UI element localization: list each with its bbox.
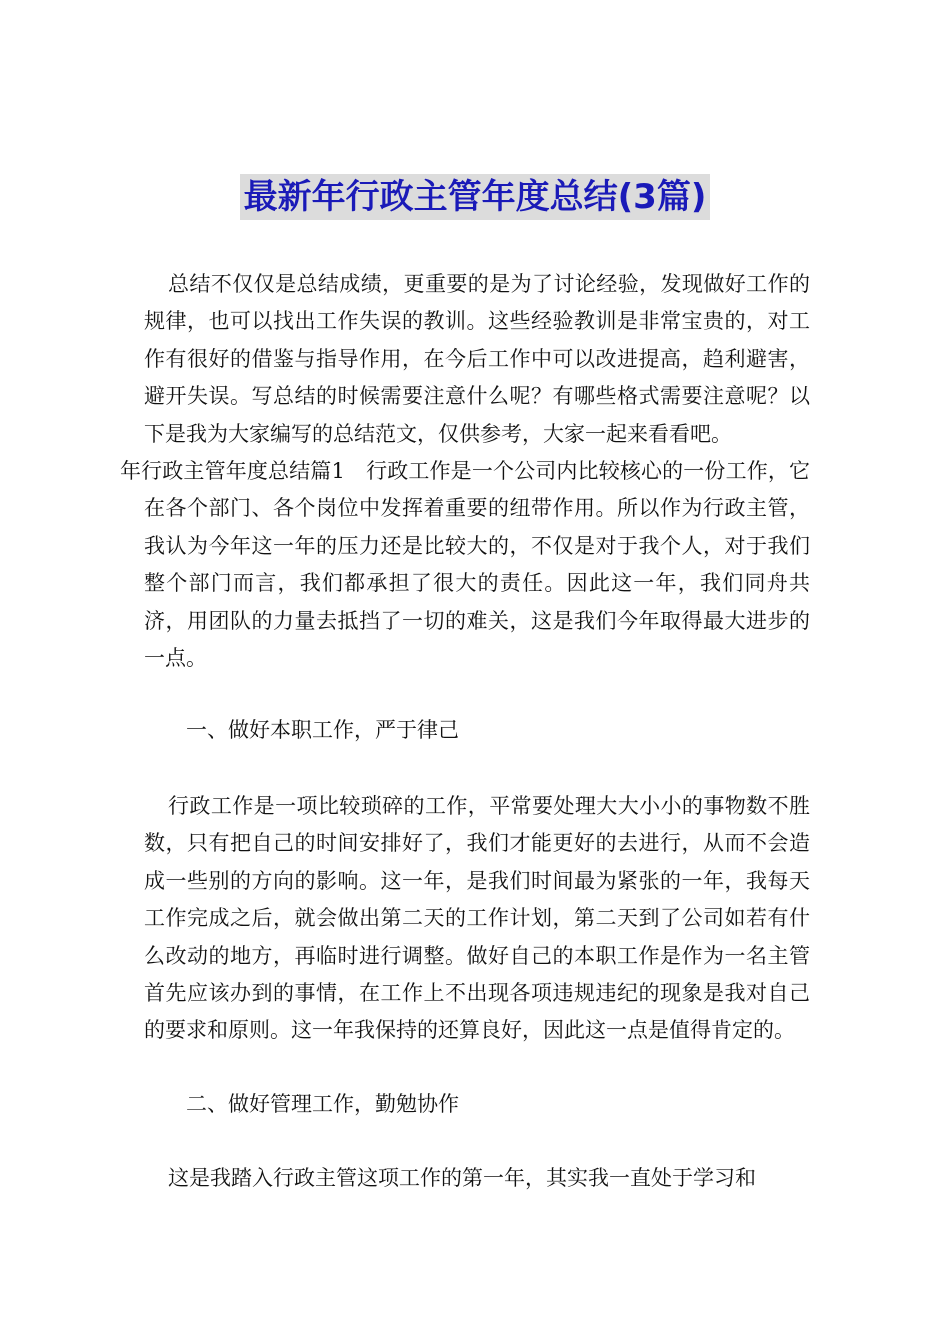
paragraph-3: 这是我踏入行政主管这项工作的第一年，其实我一直处于学习和 (168, 1166, 756, 1190)
intro-paragraph: 总结不仅仅是总结成绩，更重要的是为了讨论经验，发现做好工作的规律，也可以找出工作失误的教训。这些经验教训是非常宝贵的，对工作有很好的借鉴与指导作用，在今后工作中可以改进提高，趋利避害，避开失误。写总结的时候需要注意什么呢？有哪些格式需要注意呢？以下是我为大家编写的总结范文，仅供参考，大家一起来看看吧。 (144, 272, 810, 446)
section-heading-1: 一、做好本职工作，严于律己 (186, 718, 459, 742)
section-heading-2: 二、做好管理工作，勤勉协作 (186, 1092, 459, 1116)
intro-with-section1 (120, 266, 810, 677)
document-title: 最新年行政主管年度总结(3篇) (240, 174, 711, 220)
paragraph-2: 行政工作是一项比较琐碎的工作，平常要处理大大小小的事物数不胜数，只有把自己的时间安排好了，我们才能更好的去进行，从而不会造成一些别的方向的影响。这一年，是我们时间最为紧张的一年，我每天工作完成之后，就会做出第二天的工作计划，第二天到了公司如若有什么改动的地方，再临时进行调整。做好自己的本职工作是作为一名主管首先应该办到的事情，在工作上不出现各项违规违纪的现象是我对自己的要求和原则。这一年我保持的还算良好，因此这一点是值得肯定的。 (144, 794, 810, 1043)
section1-lead-paragraph: 年行政主管年度总结篇1 行政工作是一个公司内比较核心的一份工作，它在各个部门、各个岗位中发挥着重要的纽带作用。所以作为行政主管，我认为今年这一年的压力还是比较大的，不仅是对于我个人，对于我们整个部门而言，我们都承担了很大的责任。因此这一年，我们同舟共济，用团队的力量去抵挡了一切的难关，这是我们今年取得最大进步的一点。 (120, 459, 810, 671)
title-container (0, 174, 950, 220)
